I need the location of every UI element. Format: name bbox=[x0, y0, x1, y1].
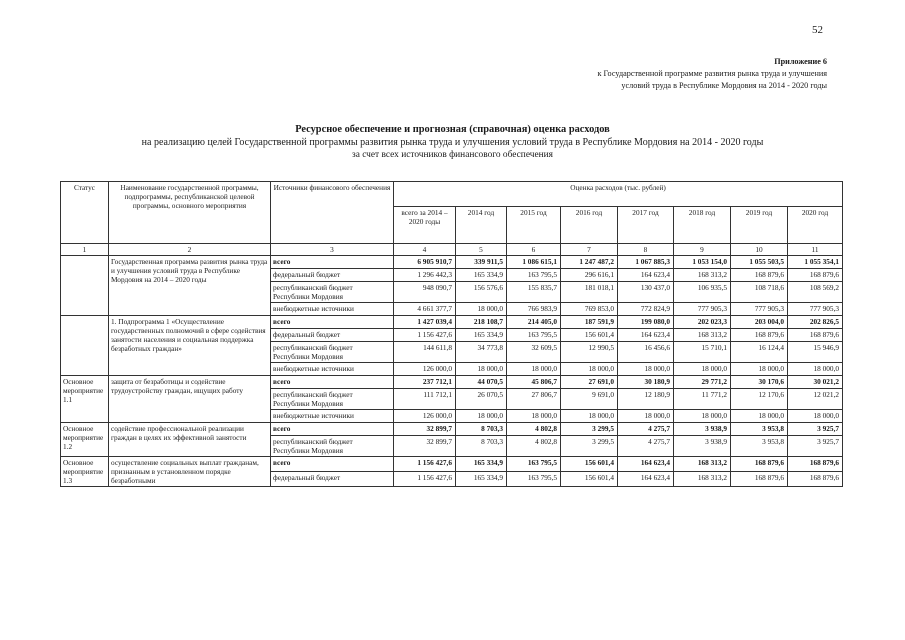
year-value-cell: 777 905,3 bbox=[788, 303, 843, 316]
total-value-cell: 1 156 427,6 bbox=[394, 457, 456, 472]
year-value-cell: 18 000,0 bbox=[507, 363, 561, 376]
year-value-cell: 18 000,0 bbox=[456, 363, 507, 376]
year-value-cell: 18 000,0 bbox=[788, 410, 843, 423]
year-value-cell: 3 299,5 bbox=[561, 423, 618, 436]
year-value-cell: 156 601,4 bbox=[561, 457, 618, 472]
year-value-cell: 1 247 487,2 bbox=[561, 256, 618, 269]
year-value-cell: 218 108,7 bbox=[456, 316, 507, 329]
year-value-cell: 168 879,6 bbox=[788, 457, 843, 472]
funding-source-cell: федеральный бюджет bbox=[271, 269, 394, 282]
heading-line-3: за счет всех источников финансового обеспечения bbox=[352, 150, 553, 160]
year-value-cell: 106 935,5 bbox=[674, 282, 731, 303]
col-number: 11 bbox=[788, 244, 843, 256]
year-value-cell: 168 313,2 bbox=[674, 457, 731, 472]
year-value-cell: 45 806,7 bbox=[507, 376, 561, 389]
year-value-cell: 18 000,0 bbox=[674, 410, 731, 423]
year-value-cell: 772 824,9 bbox=[618, 303, 674, 316]
year-value-cell: 12 990,5 bbox=[561, 342, 618, 363]
total-value-cell: 237 712,1 bbox=[394, 376, 456, 389]
year-value-cell: 168 313,2 bbox=[674, 329, 731, 342]
year-value-cell: 12 180,9 bbox=[618, 389, 674, 410]
year-value-cell: 203 004,0 bbox=[731, 316, 788, 329]
program-name-cell: содействие профессиональной реализации граждан в целях их эффективной занятости bbox=[109, 423, 271, 457]
col-number: 10 bbox=[731, 244, 788, 256]
year-value-cell: 168 879,6 bbox=[731, 329, 788, 342]
year-value-cell: 168 879,6 bbox=[731, 472, 788, 487]
year-value-cell: 18 000,0 bbox=[456, 303, 507, 316]
year-value-cell: 15 710,1 bbox=[674, 342, 731, 363]
year-value-cell: 1 067 885,3 bbox=[618, 256, 674, 269]
page-number: 52 bbox=[812, 24, 823, 36]
year-value-cell: 18 000,0 bbox=[731, 363, 788, 376]
year-value-cell: 8 703,3 bbox=[456, 436, 507, 457]
funding-source-cell: республиканский бюджет Республики Мордовия bbox=[271, 436, 394, 457]
status-cell bbox=[61, 316, 109, 376]
header-sources: Источники финансового обеспечения bbox=[271, 182, 394, 244]
funding-source-cell: внебюджетные источники bbox=[271, 410, 394, 423]
status-cell bbox=[61, 256, 109, 316]
total-value-cell: 4 661 377,7 bbox=[394, 303, 456, 316]
year-value-cell: 1 053 154,0 bbox=[674, 256, 731, 269]
year-value-cell: 156 576,6 bbox=[456, 282, 507, 303]
year-value-cell: 168 879,6 bbox=[731, 269, 788, 282]
year-value-cell: 30 180,9 bbox=[618, 376, 674, 389]
year-value-cell: 18 000,0 bbox=[618, 363, 674, 376]
header-total: всего за 2014 – 2020 годы bbox=[394, 207, 456, 244]
header-year-2017: 2017 год bbox=[618, 207, 674, 244]
year-value-cell: 168 879,6 bbox=[788, 329, 843, 342]
year-value-cell: 164 623,4 bbox=[618, 269, 674, 282]
total-value-cell: 144 611,8 bbox=[394, 342, 456, 363]
year-value-cell: 164 623,4 bbox=[618, 457, 674, 472]
year-value-cell: 11 771,2 bbox=[674, 389, 731, 410]
year-value-cell: 3 938,9 bbox=[674, 436, 731, 457]
year-value-cell: 34 773,8 bbox=[456, 342, 507, 363]
year-value-cell: 163 795,5 bbox=[507, 269, 561, 282]
status-cell: Основное мероприятие 1.1 bbox=[61, 376, 109, 423]
table-body bbox=[61, 244, 843, 487]
year-value-cell: 12 170,6 bbox=[731, 389, 788, 410]
year-value-cell: 3 925,7 bbox=[788, 436, 843, 457]
header-year-2020: 2020 год bbox=[788, 207, 843, 244]
year-value-cell: 165 334,9 bbox=[456, 269, 507, 282]
table-row bbox=[61, 376, 843, 389]
funding-source-cell: внебюджетные источники bbox=[271, 303, 394, 316]
total-value-cell: 6 905 910,7 bbox=[394, 256, 456, 269]
funding-source-cell: всего bbox=[271, 316, 394, 329]
year-value-cell: 3 925,7 bbox=[788, 423, 843, 436]
year-value-cell: 3 953,8 bbox=[731, 423, 788, 436]
year-value-cell: 165 334,9 bbox=[456, 472, 507, 487]
header-estimate: Оценка расходов (тыс. рублей) bbox=[394, 182, 843, 207]
year-value-cell: 18 000,0 bbox=[618, 410, 674, 423]
col-number: 3 bbox=[271, 244, 394, 256]
year-value-cell: 199 080,0 bbox=[618, 316, 674, 329]
table-row bbox=[61, 457, 843, 472]
year-value-cell: 164 623,4 bbox=[618, 329, 674, 342]
year-value-cell: 4 275,7 bbox=[618, 436, 674, 457]
appendix-note bbox=[598, 56, 828, 92]
year-value-cell: 202 023,3 bbox=[674, 316, 731, 329]
year-value-cell: 8 703,3 bbox=[456, 423, 507, 436]
total-value-cell: 948 090,7 bbox=[394, 282, 456, 303]
year-value-cell: 4 802,8 bbox=[507, 423, 561, 436]
year-value-cell: 202 826,5 bbox=[788, 316, 843, 329]
program-name-cell: Государственная программа развития рынка труда и улучшения условий труда в Республике Мордовия на 2014 – 2020 годы bbox=[109, 256, 271, 316]
year-value-cell: 4 802,8 bbox=[507, 436, 561, 457]
year-value-cell: 1 055 503,5 bbox=[731, 256, 788, 269]
table-row bbox=[61, 316, 843, 329]
year-value-cell: 165 334,9 bbox=[456, 457, 507, 472]
year-value-cell: 777 905,3 bbox=[731, 303, 788, 316]
year-value-cell: 168 313,2 bbox=[674, 472, 731, 487]
col-number: 1 bbox=[61, 244, 109, 256]
year-value-cell: 156 601,4 bbox=[561, 329, 618, 342]
year-value-cell: 30 021,2 bbox=[788, 376, 843, 389]
year-value-cell: 9 691,0 bbox=[561, 389, 618, 410]
year-value-cell: 3 299,5 bbox=[561, 436, 618, 457]
header-year-2016: 2016 год bbox=[561, 207, 618, 244]
col-number: 8 bbox=[618, 244, 674, 256]
year-value-cell: 168 879,6 bbox=[788, 472, 843, 487]
year-value-cell: 1 086 615,1 bbox=[507, 256, 561, 269]
total-value-cell: 1 296 442,3 bbox=[394, 269, 456, 282]
year-value-cell: 18 000,0 bbox=[456, 410, 507, 423]
program-name-cell: осуществление социальных выплат гражданам, признанным в установленном порядке безработными bbox=[109, 457, 271, 487]
year-value-cell: 30 170,6 bbox=[731, 376, 788, 389]
header-year-2015: 2015 год bbox=[507, 207, 561, 244]
funding-source-cell: республиканский бюджет Республики Мордовия bbox=[271, 282, 394, 303]
year-value-cell: 27 806,7 bbox=[507, 389, 561, 410]
total-value-cell: 32 899,7 bbox=[394, 423, 456, 436]
col-number: 5 bbox=[456, 244, 507, 256]
year-value-cell: 27 691,0 bbox=[561, 376, 618, 389]
year-value-cell: 165 334,9 bbox=[456, 329, 507, 342]
year-value-cell: 18 000,0 bbox=[674, 363, 731, 376]
year-value-cell: 163 795,5 bbox=[507, 472, 561, 487]
heading-line-2: на реализацию целей Государственной программы развития рынка труда и улучшения условий труда в Республике Мордовия на 2014 - 2020 годы bbox=[141, 137, 764, 148]
expenses-table bbox=[60, 181, 843, 487]
year-value-cell: 296 616,1 bbox=[561, 269, 618, 282]
funding-source-cell: федеральный бюджет bbox=[271, 329, 394, 342]
funding-source-cell: всего bbox=[271, 256, 394, 269]
year-value-cell: 32 609,5 bbox=[507, 342, 561, 363]
document-heading bbox=[0, 123, 905, 162]
year-value-cell: 108 718,6 bbox=[731, 282, 788, 303]
year-value-cell: 214 405,0 bbox=[507, 316, 561, 329]
year-value-cell: 18 000,0 bbox=[561, 363, 618, 376]
year-value-cell: 181 018,1 bbox=[561, 282, 618, 303]
year-value-cell: 16 124,4 bbox=[731, 342, 788, 363]
funding-source-cell: федеральный бюджет bbox=[271, 472, 394, 487]
year-value-cell: 18 000,0 bbox=[788, 363, 843, 376]
total-value-cell: 1 427 039,4 bbox=[394, 316, 456, 329]
year-value-cell: 777 905,3 bbox=[674, 303, 731, 316]
year-value-cell: 163 795,5 bbox=[507, 457, 561, 472]
year-value-cell: 164 623,4 bbox=[618, 472, 674, 487]
year-value-cell: 44 070,5 bbox=[456, 376, 507, 389]
year-value-cell: 163 795,5 bbox=[507, 329, 561, 342]
funding-source-cell: всего bbox=[271, 457, 394, 472]
year-value-cell: 1 055 354,1 bbox=[788, 256, 843, 269]
year-value-cell: 18 000,0 bbox=[507, 410, 561, 423]
year-value-cell: 18 000,0 bbox=[731, 410, 788, 423]
funding-source-cell: республиканский бюджет Республики Мордовия bbox=[271, 389, 394, 410]
status-cell: Основное мероприятие 1.2 bbox=[61, 423, 109, 457]
funding-source-cell: всего bbox=[271, 423, 394, 436]
year-value-cell: 15 946,9 bbox=[788, 342, 843, 363]
funding-source-cell: всего bbox=[271, 376, 394, 389]
header-year-2019: 2019 год bbox=[731, 207, 788, 244]
year-value-cell: 168 879,6 bbox=[731, 457, 788, 472]
header-name: Наименование государственной программы, подпрограммы, республиканской целевой программы, основного мероприятия bbox=[109, 182, 271, 244]
year-value-cell: 130 437,0 bbox=[618, 282, 674, 303]
total-value-cell: 32 899,7 bbox=[394, 436, 456, 457]
appendix-line-2: условий труда в Республике Мордовия на 2014 - 2020 годы bbox=[621, 81, 827, 90]
year-value-cell: 4 275,7 bbox=[618, 423, 674, 436]
year-value-cell: 339 911,5 bbox=[456, 256, 507, 269]
year-value-cell: 156 601,4 bbox=[561, 472, 618, 487]
col-number: 4 bbox=[394, 244, 456, 256]
year-value-cell: 766 983,9 bbox=[507, 303, 561, 316]
column-number-row bbox=[61, 244, 843, 256]
appendix-title: Приложение 6 bbox=[774, 57, 827, 66]
header-status: Статус bbox=[61, 182, 109, 244]
year-value-cell: 168 313,2 bbox=[674, 269, 731, 282]
col-number: 2 bbox=[109, 244, 271, 256]
total-value-cell: 1 156 427,6 bbox=[394, 329, 456, 342]
year-value-cell: 29 771,2 bbox=[674, 376, 731, 389]
status-cell: Основное мероприятие 1.3 bbox=[61, 457, 109, 487]
funding-source-cell: внебюджетные источники bbox=[271, 363, 394, 376]
year-value-cell: 769 853,0 bbox=[561, 303, 618, 316]
funding-source-cell: республиканский бюджет Республики Мордовия bbox=[271, 342, 394, 363]
col-number: 9 bbox=[674, 244, 731, 256]
total-value-cell: 126 000,0 bbox=[394, 363, 456, 376]
year-value-cell: 3 953,8 bbox=[731, 436, 788, 457]
program-name-cell: защита от безработицы и содействие трудоустройству граждан, ищущих работу bbox=[109, 376, 271, 423]
header-year-2018: 2018 год bbox=[674, 207, 731, 244]
table-row bbox=[61, 256, 843, 269]
col-number: 6 bbox=[507, 244, 561, 256]
year-value-cell: 168 879,6 bbox=[788, 269, 843, 282]
year-value-cell: 12 021,2 bbox=[788, 389, 843, 410]
year-value-cell: 187 591,9 bbox=[561, 316, 618, 329]
year-value-cell: 16 456,6 bbox=[618, 342, 674, 363]
program-name-cell: 1. Подпрограмма 1 «Осуществление государственных полномочий в сфере содействия занятости населения и социальная поддержка безработных граждан» bbox=[109, 316, 271, 376]
total-value-cell: 111 712,1 bbox=[394, 389, 456, 410]
total-value-cell: 126 000,0 bbox=[394, 410, 456, 423]
year-value-cell: 155 835,7 bbox=[507, 282, 561, 303]
year-value-cell: 108 569,2 bbox=[788, 282, 843, 303]
year-value-cell: 3 938,9 bbox=[674, 423, 731, 436]
table-row bbox=[61, 423, 843, 436]
heading-line-1: Ресурсное обеспечение и прогнозная (справочная) оценка расходов bbox=[295, 124, 610, 135]
appendix-line-1: к Государственной программе развития рынка труда и улучшения bbox=[597, 69, 827, 78]
year-value-cell: 18 000,0 bbox=[561, 410, 618, 423]
header-year-2014: 2014 год bbox=[456, 207, 507, 244]
col-number: 7 bbox=[561, 244, 618, 256]
year-value-cell: 26 070,5 bbox=[456, 389, 507, 410]
total-value-cell: 1 156 427,6 bbox=[394, 472, 456, 487]
